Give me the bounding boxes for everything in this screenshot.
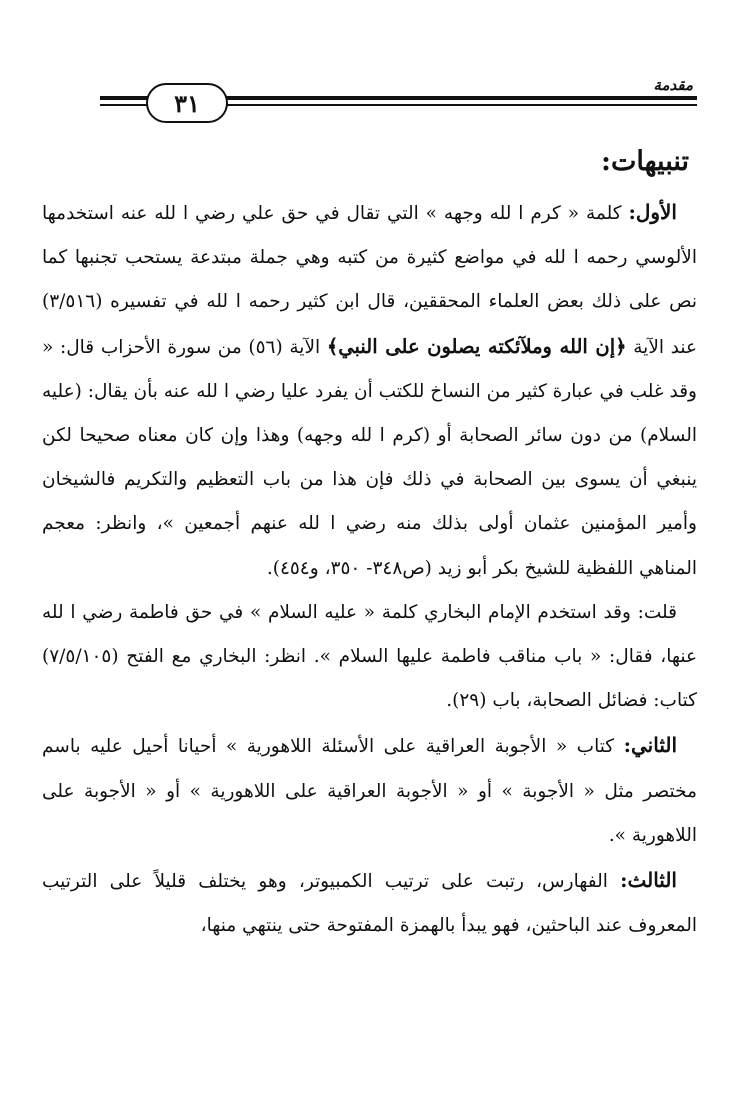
section-title: تنبيهات:: [600, 146, 689, 177]
paragraph-text: كلمة « كرم ا لله وجهه » التي تقال في حق علي رضي ا لله عنه استخدمها الألوسي رحمه ا لله في مواضع كثيرة من كتبه وهي جملة مبتدعة يستحب تجنبها كما نص على ذلك بعض العلماء المحققين، قال ابن كثير رحمه ا لله في تفسيره (٣/٥١٦) عند الآية: [42, 203, 698, 358]
paragraph-remark: [42, 591, 697, 724]
paragraph-text: كتاب « الأجوبة العراقية على الأسئلة اللاهورية » أحيانا أحيل عليه باسم مختصر مثل « الأجوبة » أو « الأجوبة العراقية على اللاهورية » أو « الأجوبة على اللاهورية ».: [42, 736, 697, 846]
page-body: [42, 142, 697, 948]
paragraph-text: الفهارس، رتبت على ترتيب الكمبيوتر، وهو يختلف قليلاً على الترتيب المعروف عند الباحثين، فهو يبدأ بالهمزة المفتوحة حتى ينتهي منها،: [42, 871, 697, 937]
quran-verse: ﴿إن الله وملآئكته يصلون على النبي﴾: [326, 334, 627, 358]
paragraph-third-note: [42, 858, 697, 948]
note-label-third: الثالث:: [620, 868, 677, 893]
paragraph-text: قلت: وقد استخدم الإمام البخاري كلمة « عليه السلام » في حق فاطمة رضي ا لله عنها، فقال: « باب مناقب فاطمة عليها السلام ». انظر: البخاري مع الفتح (٧/٥/١٠٥) كتاب: فضائل الصحابة، باب (٢٩).: [42, 601, 697, 712]
page-header: [0, 0, 741, 140]
paragraph-text-continued: الآية (٥٦) من سورة الأحزاب قال: « وقد غلب في عبارة كثير من النساخ للكتب أن يفرد عليا رضي ا لله عنه بأن يقال: (عليه السلام) من دون سائر الصحابة أو (كرم ا لله وجهه) وهذا وإن كان معناه صحيحا لكن ينبغي أن يسوى بين الصحابة في ذلك فإن هذا من باب التعظيم والتكريم فالشيخان وأمير المؤمنين عثمان أولى بذلك منه رضي ا لله عنهم أجمعين »، وانظر: معجم المناهي اللفظية للشيخ بكر أبو زيد (ص٣٤٨- ٣٥٠، و٤٥٤).: [42, 336, 697, 579]
note-label-second: الثاني:: [623, 733, 678, 758]
paragraph-first-note: [42, 190, 697, 591]
page-number: ٣١: [146, 83, 228, 123]
running-title: مقدمة: [653, 76, 693, 94]
paragraph-second-note: [42, 723, 697, 858]
note-label-first: الأول:: [628, 200, 677, 224]
